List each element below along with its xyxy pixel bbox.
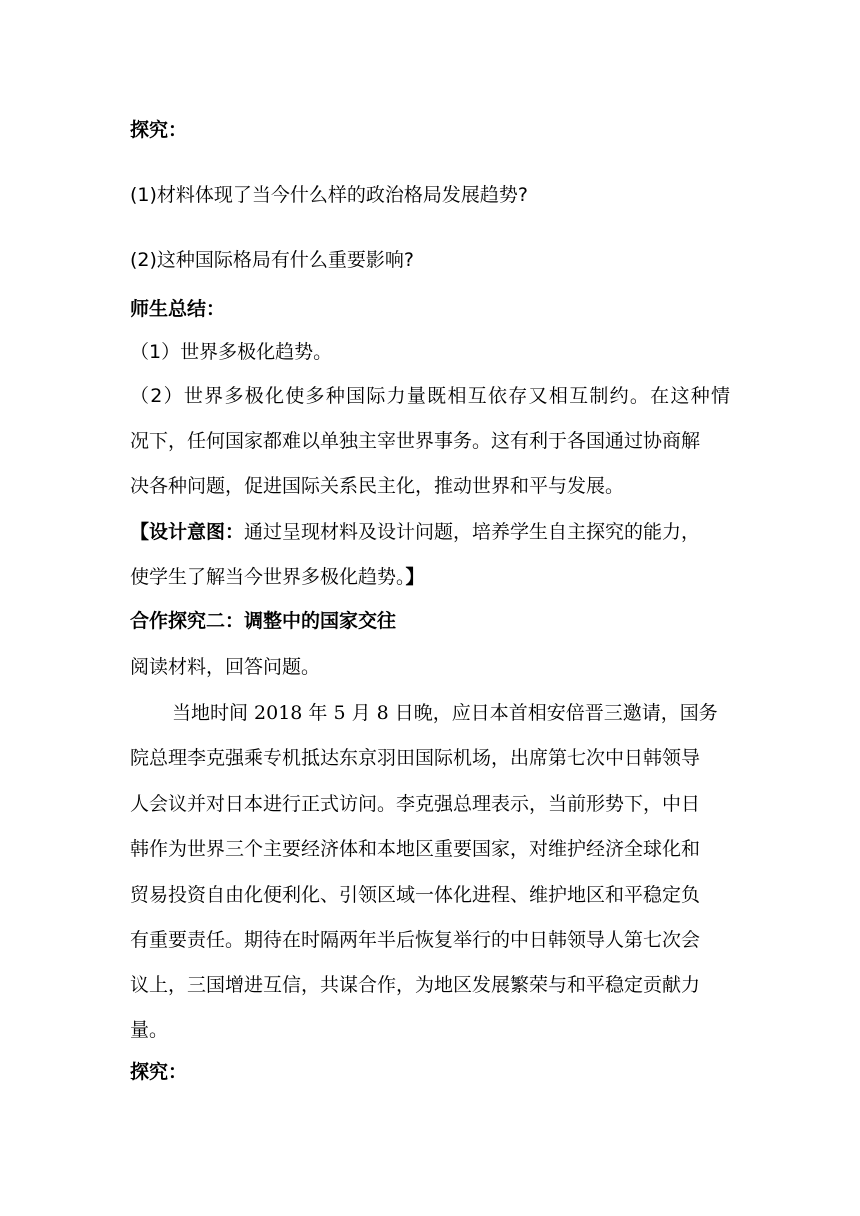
design-intent-line-2 [130, 565, 425, 589]
question-2: (2)这种国际格局有什么重要影响? [130, 249, 414, 271]
summary-answer-2-line-1: （2）世界多极化使多种国际力量既相互依存又相互制约。在这种情 [130, 385, 730, 407]
design-intent-text-1: 通过呈现材料及设计问题，培养学生自主探究的能力， [244, 521, 701, 543]
design-intent-close: 】 [405, 566, 425, 588]
section-heading-explore: 探究： [130, 119, 188, 141]
summary-heading: 师生总结： [130, 298, 226, 320]
material-line-1: 当地时间 2018 年 5 月 8 日晚，应日本首相安倍晋三邀请，国务 [172, 702, 718, 724]
question-1: (1)材料体现了当今什么样的政治格局发展趋势? [130, 184, 528, 206]
section-heading-explore-2: 探究： [130, 1061, 188, 1083]
material-line-4: 韩作为世界三个主要经济体和本地区重要国家，对维护经济全球化和 [130, 838, 701, 860]
material-line-2: 院总理李克强乘专机抵达东京羽田国际机场，出席第七次中日韩领导 [130, 747, 701, 769]
material-line-3: 人会议并对日本进行正式访问。李克强总理表示，当前形势下，中日 [130, 793, 701, 815]
summary-answer-1: （1）世界多极化趋势。 [130, 341, 333, 363]
material-line-8: 量。 [130, 1019, 169, 1041]
design-intent-label: 【设计意图： [130, 521, 245, 543]
design-intent-text-2: 使学生了解当今世界多极化趋势。 [130, 566, 406, 588]
summary-answer-2-line-3: 决各种问题，促进国际关系民主化，推动世界和平与发展。 [130, 475, 625, 497]
material-line-7: 议上，三国增进互信，共谋合作，为地区发展繁荣与和平稳定贡献力 [130, 974, 701, 996]
summary-answer-2-line-2: 况下，任何国家都难以单独主宰世界事务。这有利于各国通过协商解 [130, 430, 701, 452]
coop-explore-heading: 合作探究二：调整中的国家交往 [130, 610, 397, 632]
material-line-6: 有重要责任。期待在时隔两年半后恢复举行的中日韩领导人第七次会 [130, 929, 701, 951]
material-line-5: 贸易投资自由化便利化、引领区域一体化进程、维护地区和平稳定负 [130, 884, 701, 906]
design-intent-line-1 [130, 520, 700, 544]
reading-instruction: 阅读材料，回答问题。 [130, 656, 321, 678]
